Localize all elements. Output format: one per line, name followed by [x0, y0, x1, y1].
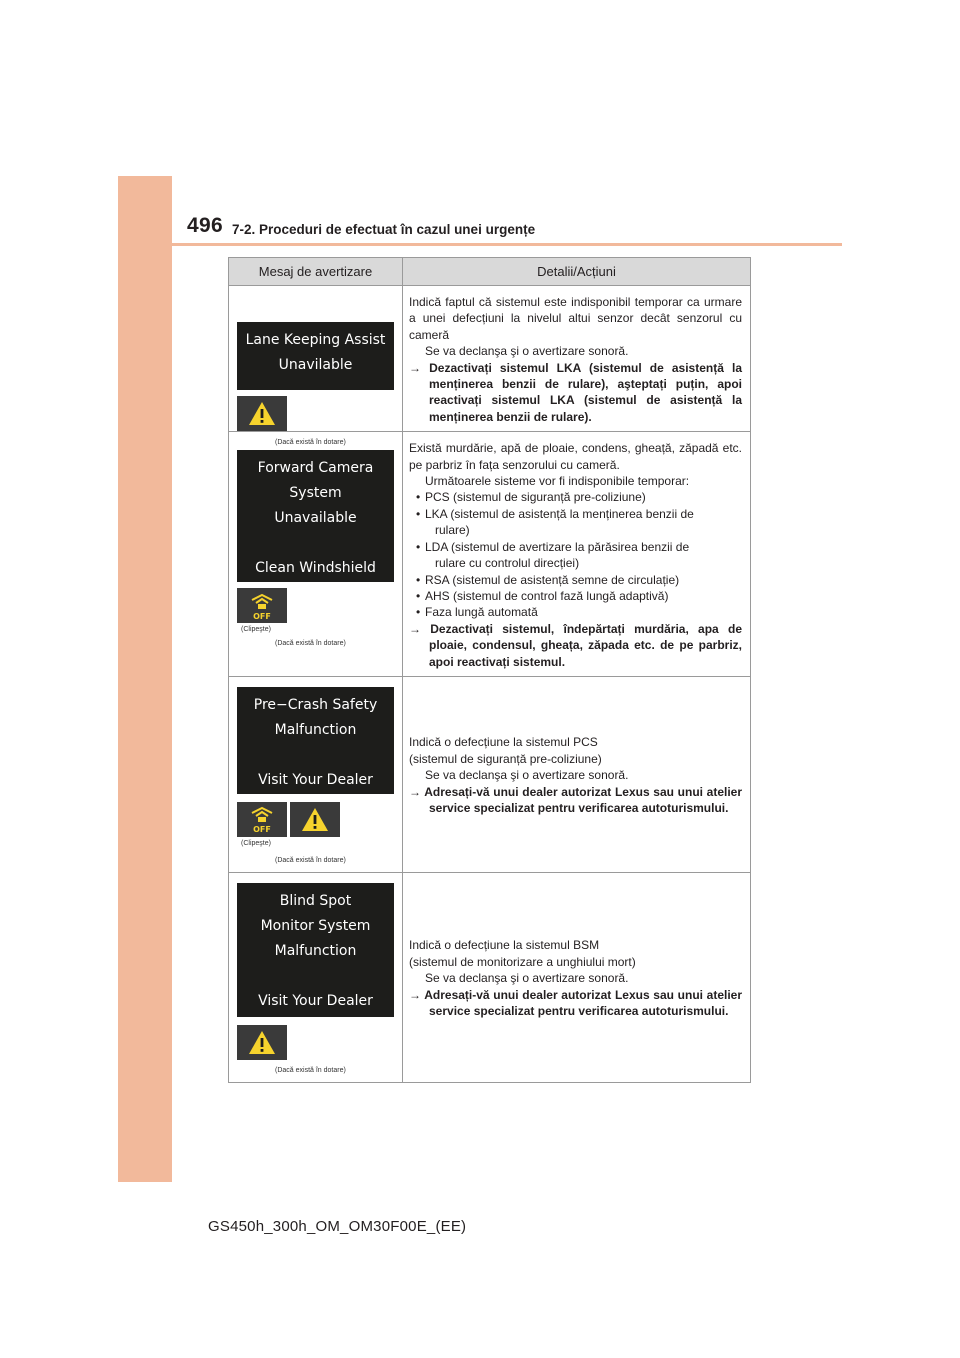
message-image-cell [229, 872, 403, 1082]
message-image-cell [229, 286, 403, 446]
column-header-message: Mesaj de avertizare [229, 258, 403, 286]
list-item: rulare) [435, 523, 470, 538]
action-text: → Adresați-vă unui dealer autorizat Lexus sau unui atelier service specializat pentru verificarea autoturismului. [409, 784, 743, 816]
table-row [229, 432, 751, 677]
bsm-malfunction-display: Blind Spot Monitor System Malfunction Visit Your Dealer [237, 883, 394, 1017]
arrow-icon: → [409, 784, 421, 799]
details-cell [403, 432, 751, 677]
description-text: (sistemul de monitorizare a unghiului mort) [409, 954, 636, 969]
blink-note: (Clipeşte) [241, 839, 271, 847]
description-text: Indică o defecțiune la sistemul BSM [409, 938, 600, 953]
sound-note: Se va declanşa şi o avertizare sonoră. [425, 971, 629, 986]
warning-triangle-icon [237, 1025, 287, 1060]
action-text: → Dezactivați sistemul, îndepărtați murdăria, apa de ploaie, condensul, gheața, zăpada etc. de pe parbriz, apoi reactivați sistemul. [409, 621, 742, 669]
sound-note: Se va declanşa şi o avertizare sonoră. [425, 344, 629, 359]
svg-text:OFF: OFF [253, 825, 271, 835]
equipment-note: (Dacă există în dotare) [275, 1066, 346, 1074]
equipment-note: (Dacă există în dotare) [275, 640, 346, 648]
table-header-row [229, 258, 751, 286]
column-header-details: Detalii/Acțiuni [403, 258, 751, 286]
forward-camera-display: Forward Camera System Unavailable Clean Windshield [237, 450, 394, 582]
blink-note: (Clipeşte) [241, 626, 271, 634]
list-item: • RSA (sistemul de asistență semne de circulație) [409, 572, 742, 588]
list-item: rulare cu controlul direcției) [435, 556, 580, 571]
equipment-note: (Dacă există în dotare) [275, 439, 346, 446]
warning-messages-table [228, 257, 751, 1083]
description-text: Indică faptul că sistemul este indisponibil temporar ca urmare a unei defecțiuni la nivelul altui senzor decât senzorul cu cameră [409, 295, 742, 342]
table-row [229, 676, 751, 872]
pcs-malfunction-display: Pre−Crash Safety Malfunction Visit Your Dealer [237, 687, 394, 794]
lka-unavailable-display: Lane Keeping Assist Unavilable [237, 322, 394, 390]
table-row [229, 872, 751, 1082]
list-item: • AHS (sistemul de control fază lungă adaptivă) [409, 588, 742, 604]
arrow-icon: → [409, 360, 421, 375]
page-number: 496 [187, 214, 223, 237]
warning-triangle-icon [237, 396, 287, 431]
description-text: Există murdărie, apă de ploaie, condens, gheață, zăpadă etc. pe parbriz în fața senzorului cu cameră. [409, 441, 742, 472]
list-item: • LDA (sistemul de avertizare la părăsirea benzii de [409, 539, 742, 555]
equipment-note: (Dacă există în dotare) [275, 856, 346, 864]
details-cell [403, 286, 751, 432]
list-item: • LKA (sistemul de asistență la menținerea benzii de [409, 506, 742, 522]
sub-description: Următoarele sisteme vor fi indisponibile temporar: [425, 474, 690, 489]
message-image-cell [229, 676, 403, 872]
details-cell [403, 872, 751, 1082]
details-cell [403, 676, 751, 872]
arrow-icon: → [409, 987, 421, 1002]
table-row [229, 286, 751, 432]
action-text: → Dezactivați sistemul LKA (sistemul de asistență la menținerea benzii de rulare), aşteptați puțin, apoi reactivați sistemul LKA (sistemul de asistență la menținerea benzii de rulare). [409, 360, 742, 424]
pcs-off-icon [237, 588, 287, 623]
header-divider [172, 243, 842, 246]
document-code: GS450h_300h_OM_OM30F00E_(EE) [208, 1218, 467, 1235]
action-text: → Adresați-vă unui dealer autorizat Lexus sau unui atelier service specializat pentru verificarea autoturismului. [409, 987, 743, 1019]
description-text: Indică o defecțiune la sistemul PCS [409, 735, 598, 750]
side-color-band [118, 176, 172, 1182]
list-item: • PCS (sistemul de siguranță pre-coliziune) [409, 489, 742, 505]
svg-text:OFF: OFF [253, 611, 271, 621]
arrow-icon: → [409, 621, 421, 636]
warning-triangle-icon [290, 802, 340, 837]
message-image-cell [229, 432, 403, 677]
section-title: 7-2. Proceduri de efectuat în cazul unei urgențe [232, 222, 536, 237]
sound-note: Se va declanşa şi o avertizare sonoră. [425, 768, 629, 783]
description-text: (sistemul de siguranță pre-coliziune) [409, 751, 602, 766]
list-item: • Faza lungă automată [409, 604, 742, 620]
pcs-off-icon [237, 802, 287, 837]
